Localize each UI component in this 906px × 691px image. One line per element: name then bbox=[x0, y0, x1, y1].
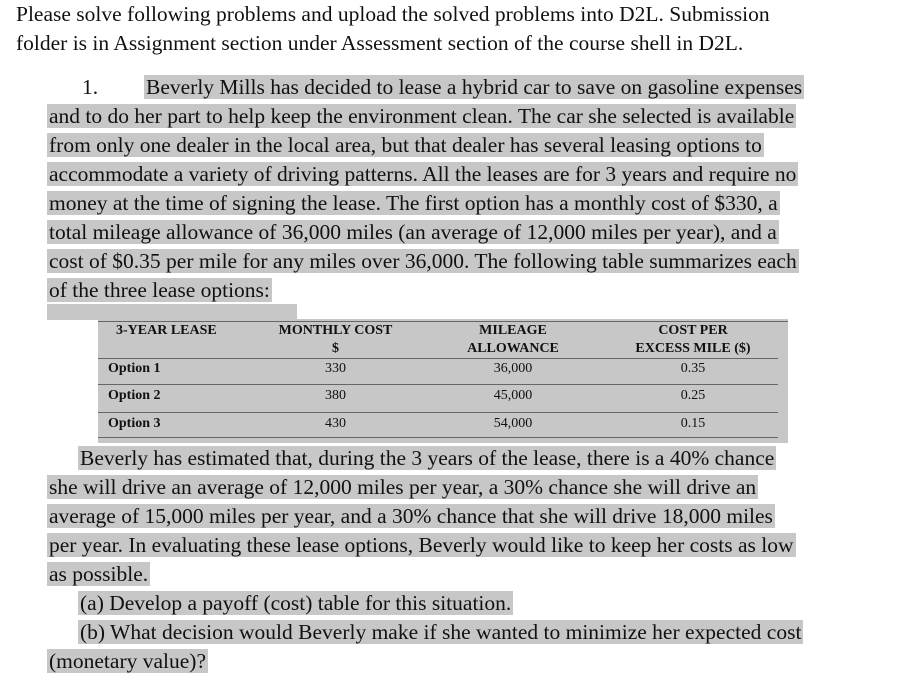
table-cell-mileage: 45,000 bbox=[493, 388, 533, 403]
problem-text: of the three lease options: bbox=[49, 278, 270, 302]
problem-highlight-tail bbox=[47, 304, 297, 320]
question-b-line-1 bbox=[78, 619, 803, 646]
table-row-option-label: Option 3 bbox=[108, 416, 161, 431]
table-cell-excess: 0.25 bbox=[680, 388, 706, 403]
estimate-text: she will drive an average of 12,000 miles per year, a 30% chance she will drive an bbox=[49, 475, 757, 499]
estimate-text: Beverly has estimated that, during the 3 years of the lease, there is a 40% chance bbox=[80, 446, 775, 470]
table-cell-excess: 0.15 bbox=[680, 416, 706, 431]
col-header-mileage-l1: MILEAGE bbox=[479, 323, 547, 338]
estimate-text: per year. In evaluating these lease options, Beverly would like to keep her costs as low bbox=[49, 533, 794, 557]
question-a bbox=[78, 590, 513, 617]
estimate-line bbox=[47, 532, 796, 559]
col-header-excess-l1: COST PER bbox=[658, 323, 728, 338]
col-header-monthly bbox=[258, 322, 413, 358]
table-header-rule bbox=[98, 358, 778, 359]
problem-line bbox=[144, 74, 804, 101]
table-cell-monthly: 380 bbox=[325, 388, 346, 403]
lease-options-table bbox=[98, 319, 788, 443]
problem-line bbox=[47, 219, 779, 246]
instructions-line-1: Please solve following problems and upload the solved problems into D2L. Submission bbox=[16, 2, 770, 26]
question-a-text: (a) Develop a payoff (cost) table for this situation. bbox=[80, 591, 512, 615]
problem-number: 1. bbox=[82, 75, 99, 99]
table-cell-mileage: 54,000 bbox=[493, 416, 533, 431]
problem-line bbox=[47, 161, 798, 188]
table-cell-mileage: 36,000 bbox=[493, 361, 533, 376]
problem-line bbox=[47, 190, 780, 217]
table-row-option-label: Option 1 bbox=[108, 361, 161, 376]
problem-text: money at the time of signing the lease. The first option has a monthly cost of $330, a bbox=[49, 191, 778, 215]
problem-text: cost of $0.35 per mile for any miles over 36,000. The following table summarizes each bbox=[49, 249, 797, 273]
table-row-rule bbox=[98, 384, 778, 385]
table-row-rule bbox=[98, 412, 778, 413]
problem-text: accommodate a variety of driving patterns. All the leases are for 3 years and require no bbox=[49, 162, 797, 186]
col-header-excess bbox=[613, 322, 773, 358]
table-bottom-rule bbox=[98, 437, 778, 438]
problem-line bbox=[47, 277, 272, 304]
estimate-line bbox=[78, 445, 776, 472]
estimate-text: as possible. bbox=[49, 562, 149, 586]
col-header-lease: 3-YEAR LEASE bbox=[116, 323, 217, 338]
table-cell-monthly: 330 bbox=[325, 361, 346, 376]
estimate-line bbox=[47, 503, 775, 530]
col-header-mileage-l2: ALLOWANCE bbox=[467, 341, 559, 356]
problem-text: from only one dealer in the local area, but that dealer has several leasing options to bbox=[49, 133, 762, 157]
estimate-line bbox=[47, 561, 150, 588]
table-cell-monthly: 430 bbox=[325, 416, 346, 431]
problem-line bbox=[47, 132, 764, 159]
problem-text: and to do her part to help keep the environment clean. The car she selected is available bbox=[49, 104, 795, 128]
instructions-line-2: folder is in Assignment section under Assessment section of the course shell in D2L. bbox=[16, 31, 744, 55]
table-row-option-label: Option 2 bbox=[108, 388, 161, 403]
col-header-monthly-l1: MONTHLY COST bbox=[278, 323, 393, 338]
table-cell-excess: 0.35 bbox=[680, 361, 706, 376]
question-b-text: (monetary value)? bbox=[49, 649, 206, 673]
problem-line bbox=[47, 103, 796, 130]
col-header-excess-l2: EXCESS MILE ($) bbox=[635, 341, 751, 356]
problem-text: total mileage allowance of 36,000 miles (an average of 12,000 miles per year), and a bbox=[49, 220, 777, 244]
problem-line bbox=[47, 248, 799, 275]
estimate-text: average of 15,000 miles per year, and a 30% chance that she will drive 18,000 miles bbox=[49, 504, 773, 528]
col-header-monthly-l2: $ bbox=[332, 341, 339, 356]
question-b-text: (b) What decision would Beverly make if she wanted to minimize her expected cost bbox=[80, 620, 802, 644]
col-header-mileage bbox=[443, 322, 583, 358]
estimate-line bbox=[47, 474, 758, 501]
question-b-line-2 bbox=[47, 648, 208, 675]
problem-text: Beverly Mills has decided to lease a hybrid car to save on gasoline expenses bbox=[146, 75, 803, 99]
